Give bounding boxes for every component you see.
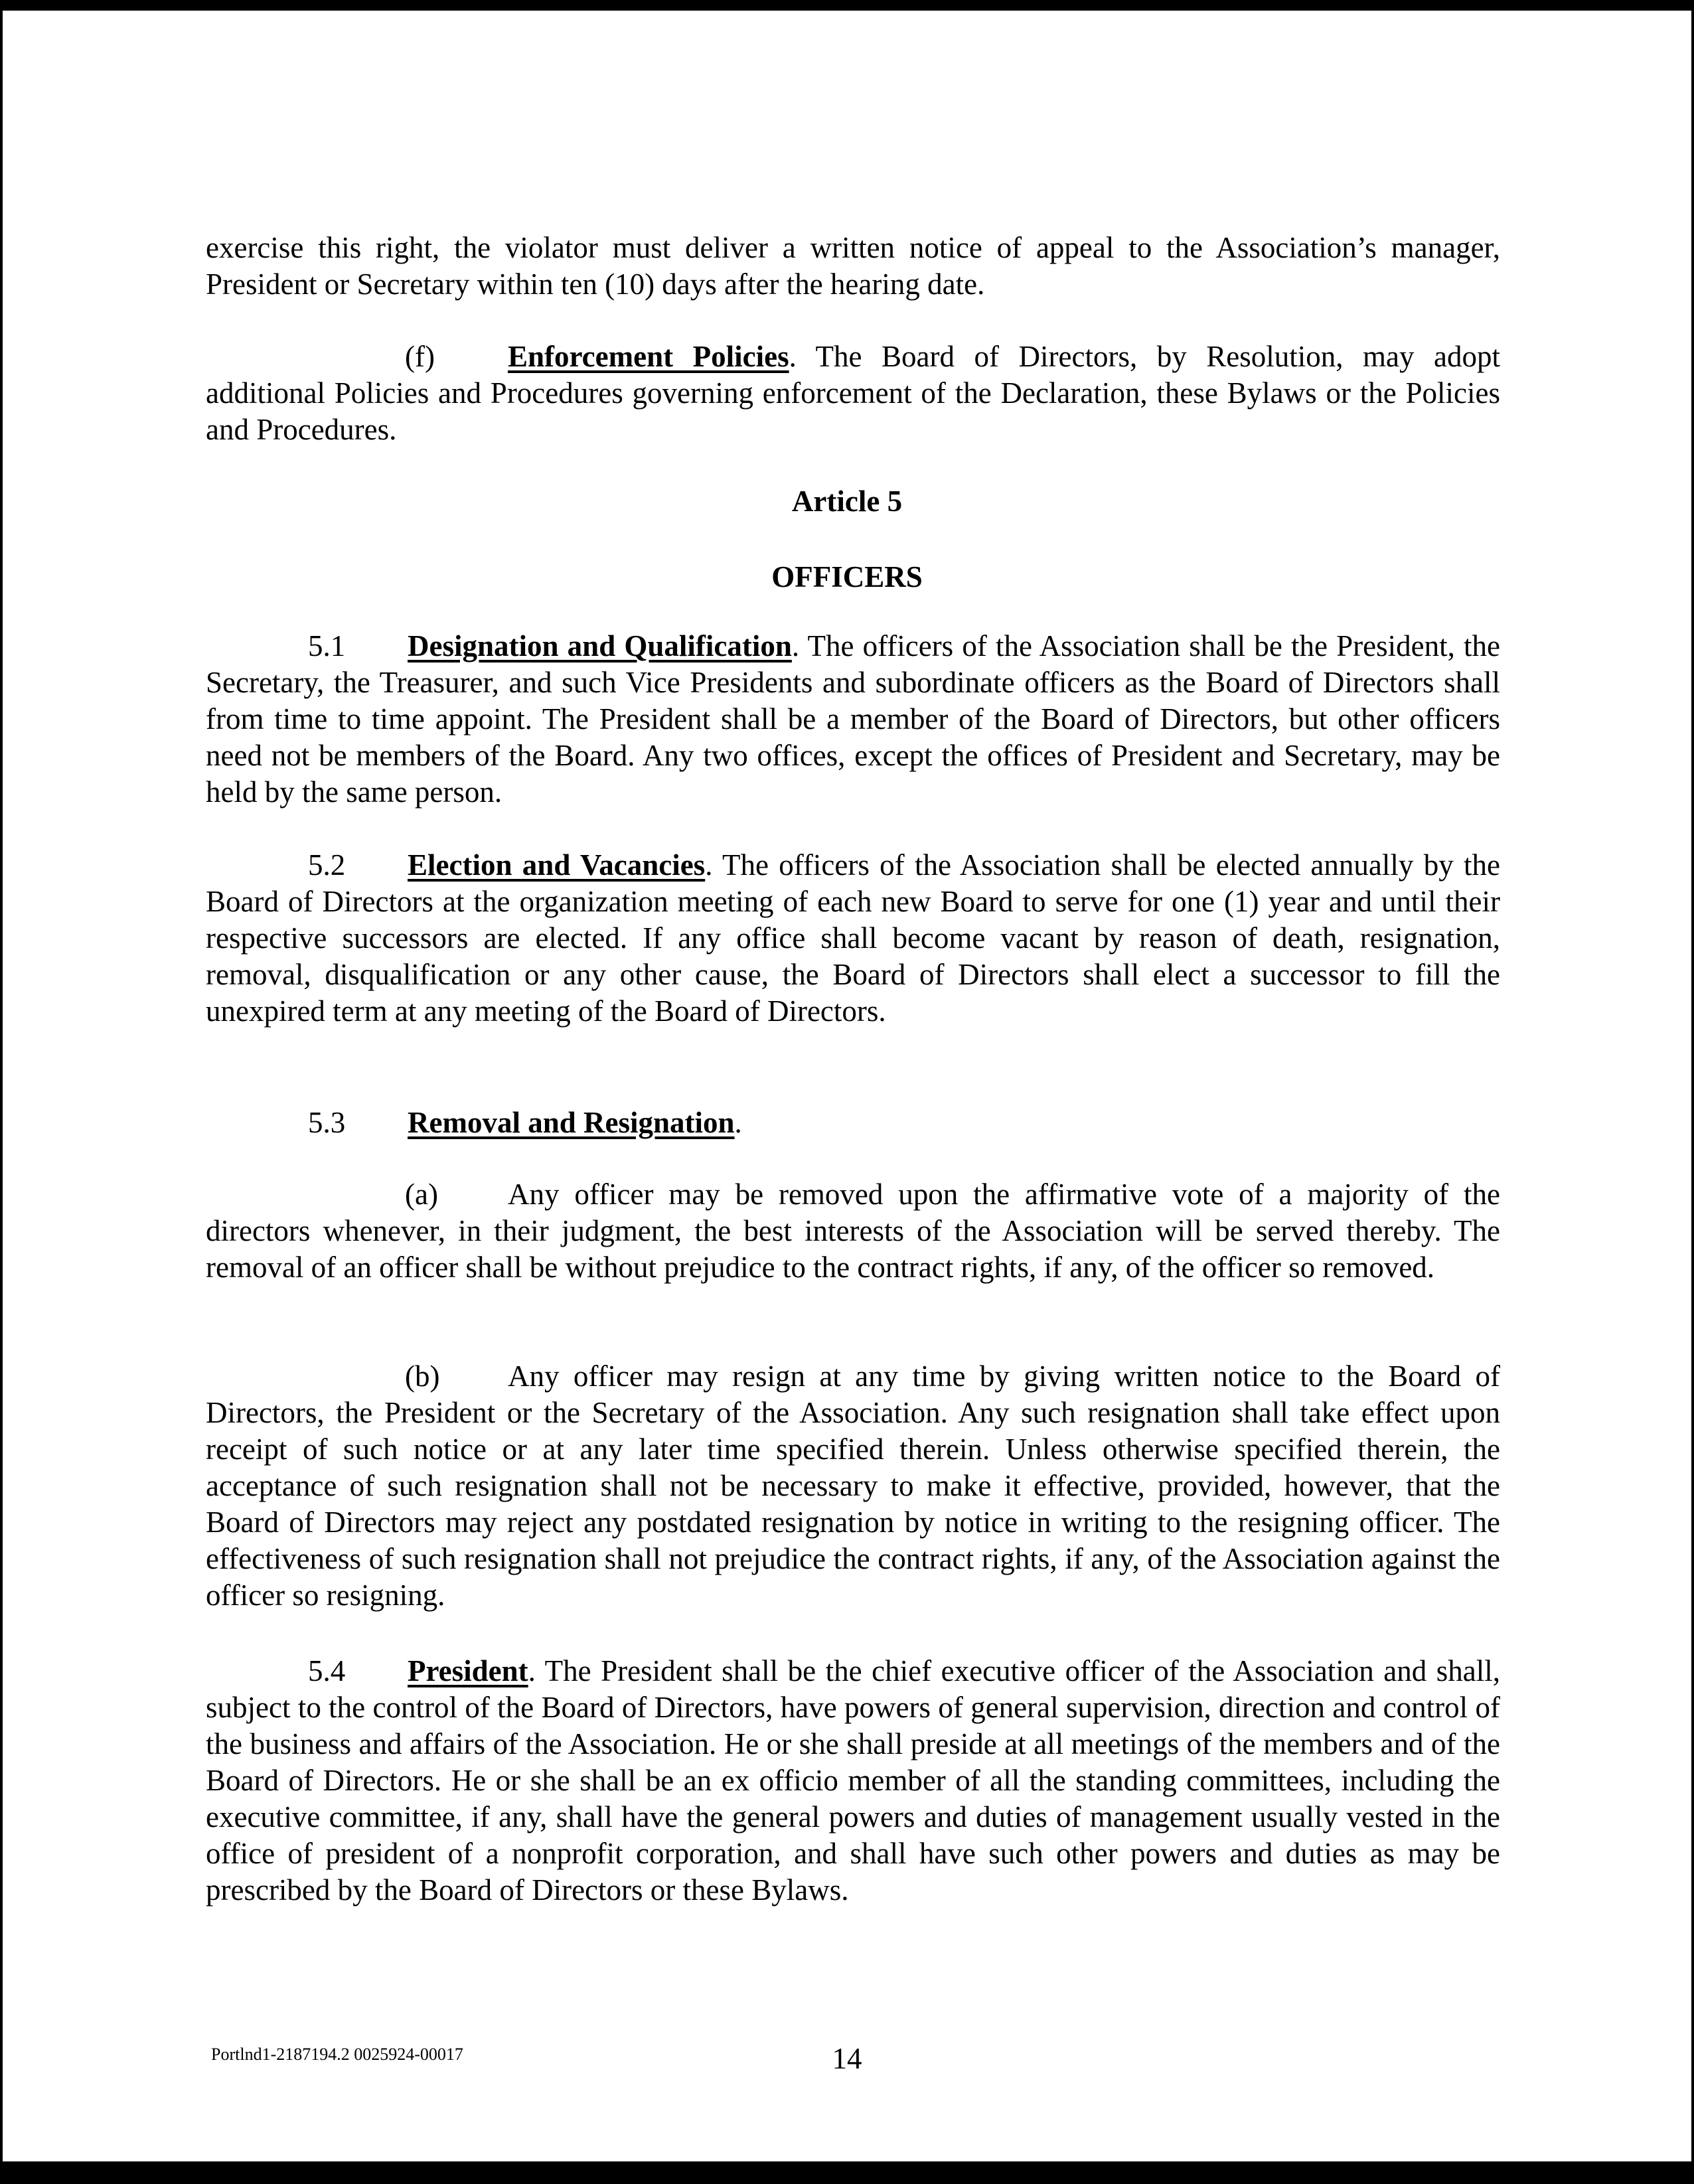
footer-document-id: Portlnd1-2187194.2 0025924-00017 — [211, 2045, 463, 2064]
section-5-4-text: . The President shall be the chief executive officer of the Association and shall, subject to the control of the Board of Directors, have powers of general supervision, direction and control of the business and affairs of the Association. He or she shall preside at all meetings of the members and of the Board of Directors. He or she shall be an ex officio member of all the standing committees, including the executive committee, if any, shall have the general powers and duties of management usually vested in the office of president of a nonprofit corporation, and shall have such other powers and duties as may be prescribed by the Board of Directors or these Bylaws. — [206, 1654, 1500, 1907]
section-5-4-heading: President — [408, 1654, 528, 1687]
section-5-3-b-marker: (b) — [405, 1360, 440, 1393]
section-5-3-a-paragraph — [206, 1176, 1500, 1286]
section-5-1-number: 5.1 — [308, 629, 346, 663]
section-5-3-a-marker: (a) — [405, 1178, 438, 1211]
section-5-2-heading: Election and Vacancies — [408, 848, 706, 882]
section-5-3-a-text: Any officer may be removed upon the affirmative vote of a majority of the directors whenever, in their judgment, the best interests of the Association will be served thereby. The removal of an officer shall be without prejudice to the contract rights, if any, of the officer so removed. — [206, 1178, 1500, 1284]
page-number: 14 — [832, 2042, 862, 2075]
section-5-3-b-paragraph — [206, 1358, 1500, 1614]
continuation-text: exercise this right, the violator must deliver a written notice of appeal to the Association’s manager, President or Secretary within ten (10) days after the hearing date. — [206, 231, 1500, 301]
section-5-3-number: 5.3 — [308, 1106, 346, 1139]
section-f-heading: Enforcement Policies — [508, 340, 789, 373]
section-5-1-heading: Designation and Qualification — [408, 629, 792, 663]
section-5-4-number: 5.4 — [308, 1654, 346, 1687]
section-5-2-paragraph — [206, 847, 1500, 1030]
section-f-text: . The Board of Directors, by Resolution, may adopt additional Policies and Procedures governing enforcement of the Declaration, these Bylaws or the Policies and Procedures. — [206, 340, 1501, 446]
section-5-3-heading: Removal and Resignation — [408, 1106, 735, 1139]
section-5-1-paragraph — [206, 628, 1500, 811]
section-5-3-b-text: Any officer may resign at any time by giving written notice to the Board of Directors, the President or the Secretary of the Association. Any such resignation shall take effect upon receipt of such notice or at any later time specified therein. Unless otherwise specified therein, the acceptance of such resignation shall not be necessary to make it effective, provided, however, that the Board of Directors may reject any postdated resignation by notice in writing to the resigning officer. The effectiveness of such resignation shall not prejudice the contract rights, if any, of the Association against the officer so resigning. — [206, 1360, 1500, 1612]
section-f-marker: (f) — [405, 340, 435, 373]
section-f-paragraph — [206, 339, 1500, 448]
section-5-2-text: . The officers of the Association shall be elected annually by the Board of Directors at the organization meeting of each new Board to serve for one (1) year and until their respective successors are elected. If any office shall become vacant by reason of death, resignation, removal, disqualification or any other cause, the Board of Directors shall elect a successor to fill the unexpired term at any meeting of the Board of Directors. — [206, 848, 1501, 1028]
section-5-3-text: . — [734, 1106, 742, 1139]
continuation-paragraph — [206, 230, 1500, 303]
section-5-2-number: 5.2 — [308, 848, 346, 882]
article-label: Article 5 — [791, 485, 903, 518]
section-5-3-paragraph — [206, 1105, 1500, 1141]
article-title: OFFICERS — [771, 560, 923, 593]
section-5-4-paragraph — [206, 1653, 1500, 1909]
section-5-1-text: . The officers of the Association shall be the President, the Secretary, the Treasurer, and such Vice Presidents and subordinate officers as the Board of Directors shall from time to time appoint. The President shall be a member of the Board of Directors, but other officers need not be members of the Board. Any two offices, except the offices of President and Secretary, may be held by the same person. — [206, 629, 1500, 809]
